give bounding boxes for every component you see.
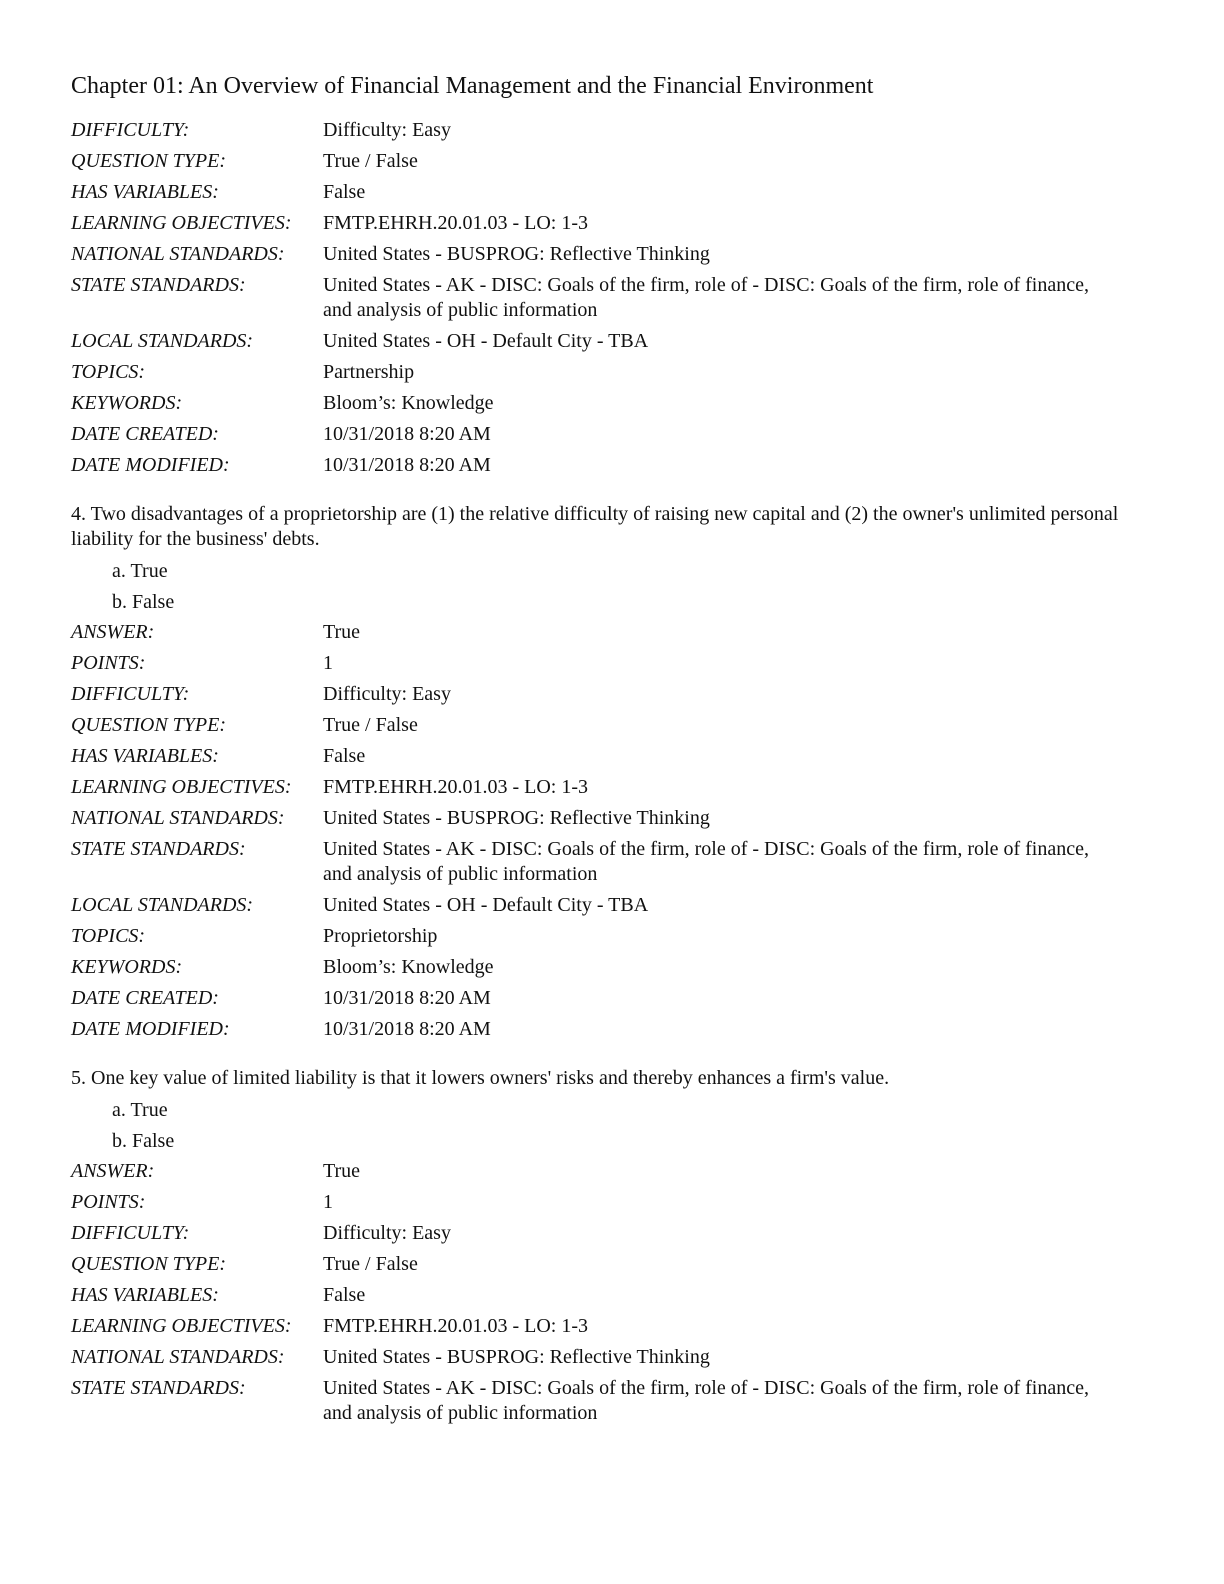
question-meta-table xyxy=(71,620,1103,1048)
meta-value: 1 xyxy=(323,652,333,674)
meta-row xyxy=(71,329,1103,360)
meta-row xyxy=(71,1159,1103,1190)
meta-value: 10/31/2018 8:20 AM xyxy=(323,1018,491,1040)
meta-row xyxy=(71,806,1103,837)
meta-value: 10/31/2018 8:20 AM xyxy=(323,423,491,445)
meta-value: United States - OH - Default City - TBA xyxy=(323,894,649,916)
meta-value: False xyxy=(323,181,366,203)
meta-value: Bloom’s: Knowledge xyxy=(323,392,494,414)
question-meta-table xyxy=(71,1159,1103,1432)
meta-key: STATE STANDARDS: xyxy=(71,838,246,860)
meta-value: United States - BUSPROG: Reflective Thinking xyxy=(323,807,710,829)
meta-row xyxy=(71,1283,1103,1314)
meta-value: False xyxy=(323,745,366,767)
meta-key: QUESTION TYPE: xyxy=(71,150,227,172)
meta-row xyxy=(71,211,1103,242)
header-meta-table xyxy=(71,118,1103,484)
meta-key: QUESTION TYPE: xyxy=(71,1253,227,1275)
meta-row xyxy=(71,1376,1103,1432)
chapter-title: Chapter 01: An Overview of Financial Management and the Financial Environment xyxy=(71,73,874,99)
meta-key: NATIONAL STANDARDS: xyxy=(71,807,285,829)
meta-value: Difficulty: Easy xyxy=(323,119,451,141)
meta-row xyxy=(71,713,1103,744)
meta-key: KEYWORDS: xyxy=(71,392,183,414)
meta-value: Difficulty: Easy xyxy=(323,683,451,705)
meta-value: United States - AK - DISC: Goals of the firm, role of - DISC: Goals of the firm, role of finance, and analysis of public information xyxy=(323,274,1089,321)
meta-key: LOCAL STANDARDS: xyxy=(71,330,254,352)
meta-key: DIFFICULTY: xyxy=(71,683,190,705)
meta-row xyxy=(71,1345,1103,1376)
meta-row xyxy=(71,775,1103,806)
meta-key: QUESTION TYPE: xyxy=(71,714,227,736)
meta-row xyxy=(71,837,1103,893)
meta-row xyxy=(71,422,1103,453)
meta-value: Bloom’s: Knowledge xyxy=(323,956,494,978)
meta-value: False xyxy=(323,1284,366,1306)
meta-row xyxy=(71,453,1103,484)
meta-value: Proprietorship xyxy=(323,925,438,947)
meta-row xyxy=(71,682,1103,713)
meta-row xyxy=(71,651,1103,682)
meta-value: United States - BUSPROG: Reflective Thinking xyxy=(323,1346,710,1368)
meta-key: TOPICS: xyxy=(71,925,146,947)
meta-key: HAS VARIABLES: xyxy=(71,745,219,767)
meta-value: United States - AK - DISC: Goals of the firm, role of - DISC: Goals of the firm, role of finance, and analysis of public information xyxy=(323,838,1089,885)
meta-value: True xyxy=(323,1160,361,1182)
meta-key: DIFFICULTY: xyxy=(71,119,190,141)
meta-row xyxy=(71,149,1103,180)
meta-key: POINTS: xyxy=(71,1191,146,1213)
meta-row xyxy=(71,118,1103,149)
meta-value: FMTP.EHRH.20.01.03 - LO: 1-3 xyxy=(323,1315,589,1337)
meta-row xyxy=(71,1190,1103,1221)
meta-row xyxy=(71,924,1103,955)
meta-row xyxy=(71,620,1103,651)
question-text: 4. Two disadvantages of a proprietorship are (1) the relative difficulty of raising new capital and (2) the owner's unlimited personal liability for the business' debts. xyxy=(71,503,1119,550)
meta-key: DATE MODIFIED: xyxy=(71,1018,230,1040)
meta-value: United States - AK - DISC: Goals of the firm, role of - DISC: Goals of the firm, role of finance, and analysis of public information xyxy=(323,1377,1089,1424)
document-page xyxy=(71,70,1151,1432)
meta-row xyxy=(71,180,1103,211)
meta-key: HAS VARIABLES: xyxy=(71,181,219,203)
meta-value: True / False xyxy=(323,1253,418,1275)
option-true: a. True xyxy=(112,560,168,582)
meta-value: FMTP.EHRH.20.01.03 - LO: 1-3 xyxy=(323,776,589,798)
meta-key: STATE STANDARDS: xyxy=(71,1377,246,1399)
meta-row xyxy=(71,955,1103,986)
meta-key: DATE CREATED: xyxy=(71,423,219,445)
meta-key: ANSWER: xyxy=(71,621,155,643)
meta-value: 10/31/2018 8:20 AM xyxy=(323,987,491,1009)
meta-key: DATE CREATED: xyxy=(71,987,219,1009)
question-5 xyxy=(71,1066,1151,1432)
meta-row xyxy=(71,273,1103,329)
meta-value: True / False xyxy=(323,714,418,736)
meta-key: DATE MODIFIED: xyxy=(71,454,230,476)
meta-row xyxy=(71,242,1103,273)
question-4 xyxy=(71,502,1151,1048)
meta-key: TOPICS: xyxy=(71,361,146,383)
meta-row xyxy=(71,1252,1103,1283)
meta-value: United States - OH - Default City - TBA xyxy=(323,330,649,352)
meta-row xyxy=(71,744,1103,775)
meta-value: 10/31/2018 8:20 AM xyxy=(323,454,491,476)
meta-value: Partnership xyxy=(323,361,415,383)
meta-key: LOCAL STANDARDS: xyxy=(71,894,254,916)
question-text: 5. One key value of limited liability is that it lowers owners' risks and thereby enhances a firm's value. xyxy=(71,1067,890,1089)
meta-key: NATIONAL STANDARDS: xyxy=(71,243,285,265)
meta-key: LEARNING OBJECTIVES: xyxy=(71,1315,292,1337)
meta-key: STATE STANDARDS: xyxy=(71,274,246,296)
meta-key: POINTS: xyxy=(71,652,146,674)
option-false: b. False xyxy=(112,1130,175,1152)
meta-value: Difficulty: Easy xyxy=(323,1222,451,1244)
meta-key: LEARNING OBJECTIVES: xyxy=(71,212,292,234)
meta-row xyxy=(71,1017,1103,1048)
meta-key: LEARNING OBJECTIVES: xyxy=(71,776,292,798)
meta-value: True / False xyxy=(323,150,418,172)
meta-key: HAS VARIABLES: xyxy=(71,1284,219,1306)
meta-key: KEYWORDS: xyxy=(71,956,183,978)
option-true: a. True xyxy=(112,1099,168,1121)
option-false: b. False xyxy=(112,591,175,613)
meta-row xyxy=(71,391,1103,422)
meta-row xyxy=(71,1314,1103,1345)
meta-key: ANSWER: xyxy=(71,1160,155,1182)
meta-value: FMTP.EHRH.20.01.03 - LO: 1-3 xyxy=(323,212,589,234)
meta-row xyxy=(71,1221,1103,1252)
meta-key: DIFFICULTY: xyxy=(71,1222,190,1244)
meta-row xyxy=(71,986,1103,1017)
meta-value: 1 xyxy=(323,1191,333,1213)
meta-key: NATIONAL STANDARDS: xyxy=(71,1346,285,1368)
meta-value: United States - BUSPROG: Reflective Thinking xyxy=(323,243,710,265)
meta-value: True xyxy=(323,621,361,643)
meta-row xyxy=(71,360,1103,391)
meta-row xyxy=(71,893,1103,924)
